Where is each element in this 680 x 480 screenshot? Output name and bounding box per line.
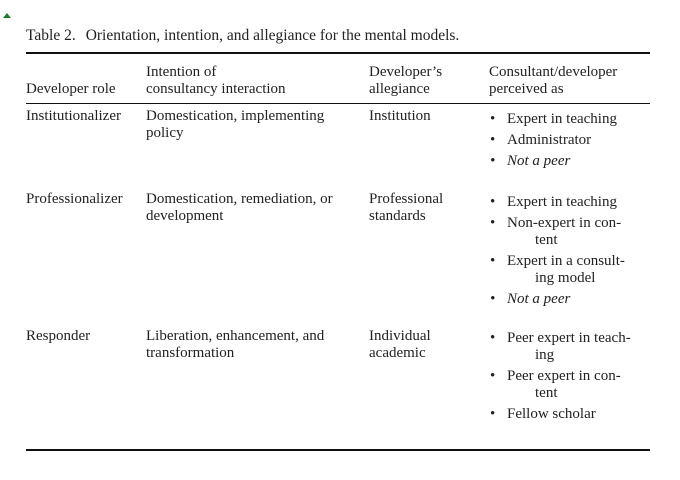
row-role: Institutionalizer (26, 108, 121, 124)
corner-mark-icon (2, 10, 12, 20)
row-allegiance (369, 108, 479, 125)
cell-line: Domestication, implementing (146, 108, 325, 124)
bullet-item (489, 291, 649, 308)
header-line: consultancy interaction (146, 81, 286, 97)
cell-line: policy (146, 125, 184, 141)
bullet-item (489, 132, 649, 149)
bullet-item (489, 253, 649, 287)
row-allegiance (369, 191, 479, 225)
bullet-line-continued: ing (535, 347, 555, 363)
bullet-line-continued: tent (535, 232, 558, 248)
bullet-line: • Peer expert in con- (507, 368, 621, 384)
bullet-line: • Expert in teaching (507, 111, 617, 127)
bullet-item (489, 215, 649, 249)
header-intention (146, 64, 361, 98)
header-rule (26, 103, 650, 104)
bullet-line: • Fellow scholar (507, 406, 596, 422)
bullet-item (489, 330, 649, 364)
bullet-line: • Expert in a consult- (507, 253, 625, 269)
bullet-item (489, 153, 649, 170)
table-bottom-rule (26, 449, 650, 451)
bullet-line: • Not a peer (507, 291, 571, 307)
cell-line: Institution (369, 108, 431, 124)
cell-line: Professional (369, 191, 444, 207)
table-caption (26, 27, 459, 45)
header-line (26, 64, 116, 81)
row-intention (146, 108, 361, 142)
header-line: Developer role (26, 81, 116, 97)
table-caption-label: Table 2. (26, 27, 76, 44)
row-perceived-list (489, 330, 649, 427)
row-allegiance (369, 328, 479, 362)
header-line: allegiance (369, 81, 430, 97)
bullet-line: • Expert in teaching (507, 194, 617, 210)
cell-line: academic (369, 345, 426, 361)
cell-line: Liberation, enhancement, and (146, 328, 325, 344)
bullet-item (489, 406, 649, 423)
header-allegiance (369, 64, 479, 98)
row-perceived-list (489, 111, 649, 174)
bullet-line-continued: ing model (535, 270, 596, 286)
row-role: Professionalizer (26, 191, 123, 207)
bullet-item (489, 194, 649, 211)
cell-line: Individual (369, 328, 431, 344)
header-developer-role (26, 64, 116, 98)
bullet-line: • Not a peer (507, 153, 571, 169)
bullet-line: • Non-expert in con- (507, 215, 622, 231)
row-intention (146, 328, 361, 362)
bullet-item (489, 368, 649, 402)
cell-line: standards (369, 208, 426, 224)
table-top-rule (26, 52, 650, 54)
header-line: Intention of (146, 64, 217, 80)
bullet-line: • Peer expert in teach- (507, 330, 631, 346)
cell-line: Domestication, remediation, or (146, 191, 333, 207)
cell-line: transformation (146, 345, 235, 361)
header-line: Consultant/developer (489, 64, 618, 80)
table-caption-title: Orientation, intention, and allegiance for the mental models. (85, 27, 460, 44)
bullet-line-continued: tent (535, 385, 558, 401)
row-intention (146, 191, 361, 225)
row-role: Responder (26, 328, 91, 344)
cell-line: development (146, 208, 224, 224)
header-line: Developer’s (369, 64, 443, 80)
row-perceived-list (489, 194, 649, 312)
bullet-line: • Administrator (507, 132, 592, 148)
header-perceived-as (489, 64, 649, 98)
header-line: perceived as (489, 81, 564, 97)
bullet-item (489, 111, 649, 128)
